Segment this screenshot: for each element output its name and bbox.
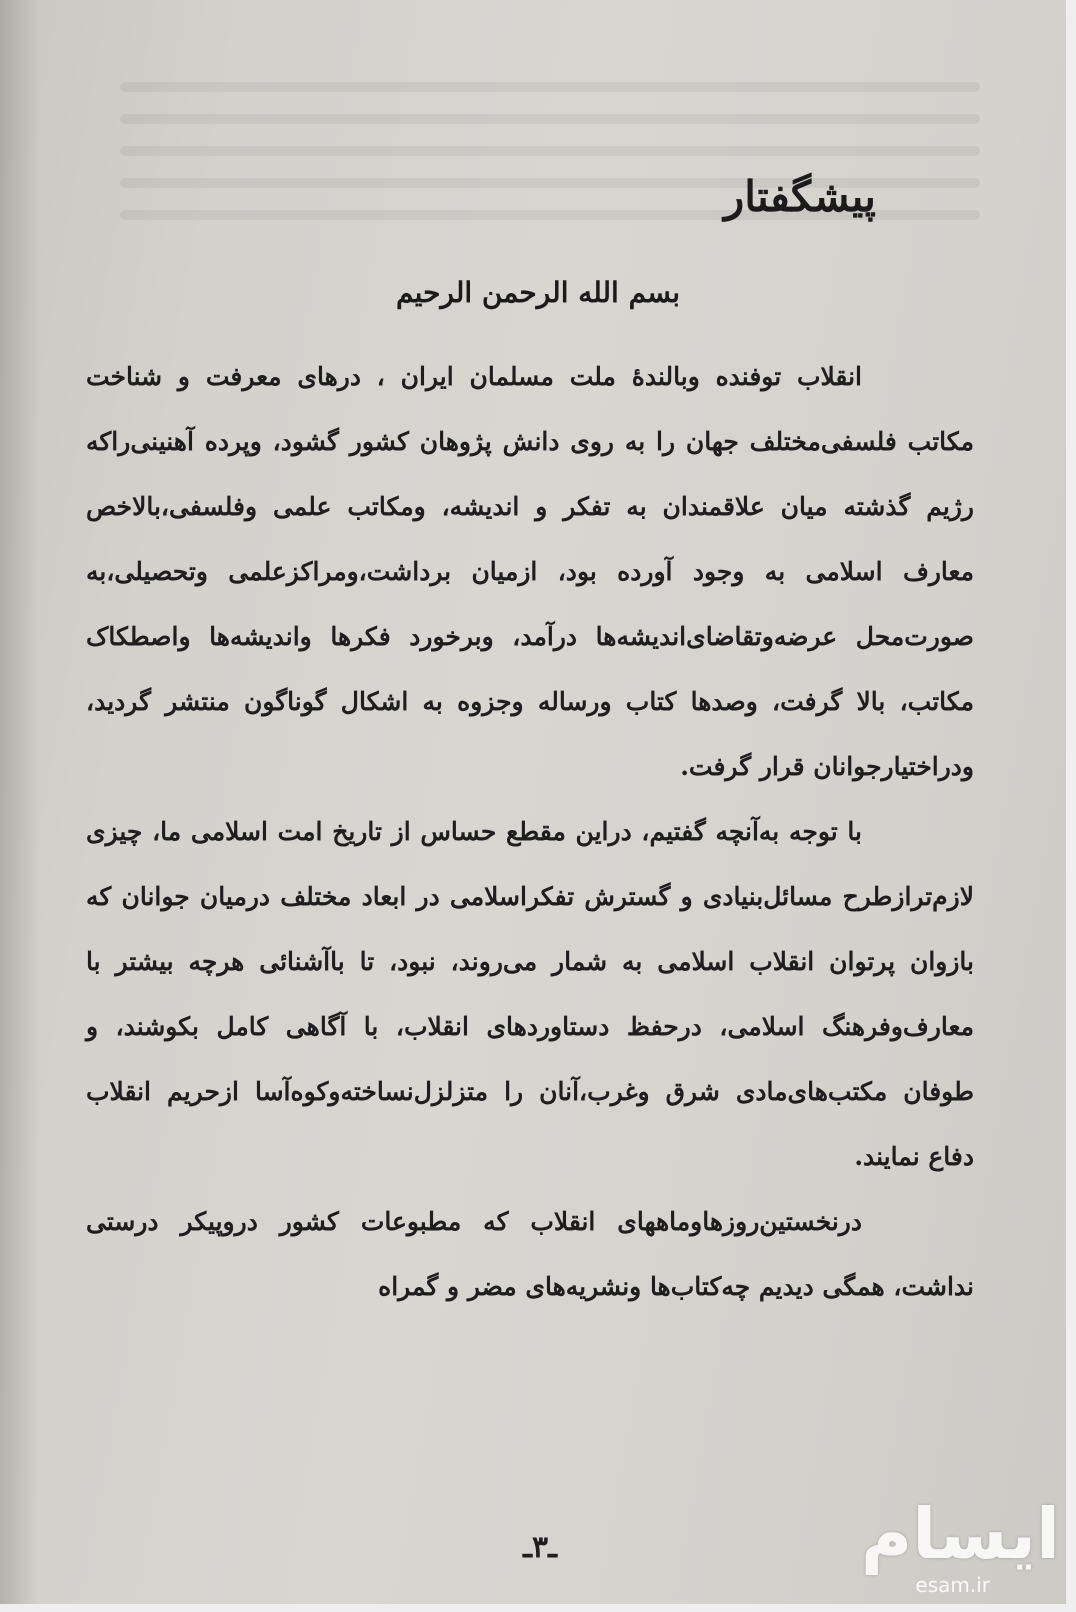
show-through-text (120, 60, 980, 280)
basmala-line: بسم الله الرحمن الرحیم (396, 276, 680, 309)
page-heading: پیشگفتار (723, 172, 876, 221)
paragraph-2: با توجه به‌آنچه گفتیم، دراین مقطع حساس از تاریخ امت اسلامی ما، چیزی لازم‌ترازطرح مسائل‌بنیادی و گسترش تفکراسلامی در ابعاد مختلف درمیان جوانان که بازوان پرتوان انقلاب اسلامی به شمار می‌روند، نبود، تا باآشنائی هرچه بیشتر با معارف‌وفرهنگ اسلامی، درحفظ دستاوردهای انقلاب، با آگاهی کامل بکوشند، و طوفان مکتب‌های‌مادی شرق وغرب،آنان را متزلزل‌نساخته‌وکوه‌آسا ازحریم انقلاب دفاع نمایند. (86, 817, 974, 1171)
scan-edge-right (1066, 0, 1076, 1612)
binding-shadow (0, 0, 40, 1612)
esam-watermark (860, 1493, 1060, 1604)
body-text (86, 344, 974, 1319)
watermark-logo: ایسام (860, 1493, 1060, 1575)
watermark-domain: esam.ir (915, 1573, 990, 1597)
scan-edge-bottom (0, 1604, 1076, 1612)
paragraph-1: انقلاب توفنده وبالندهٔ ملت مسلمان ایران ، درهای معرفت و شناخت مکاتب فلسفی‌مختلف جهان را به روی دانش پژوهان کشور گشود، وپرده آهنینی‌راکه رژیم گذشته میان علاقمندان به تفکر و اندیشه، ومکاتب علمی وفلسفی،بالاخص معارف اسلامی به وجود آورده بود، ازمیان برداشت،ومراکزعلمی وتحصیلی،به صورت‌محل عرضه‌وتقاضای‌اندیشه‌ها درآمد، وبرخورد فکرها واندیشه‌ها واصطکاک مکاتب، بالا گرفت، وصدها کتاب ورساله وجزوه به اشکال گوناگون منتشر گردید، ودراختیارجوانان قرار گرفت. (86, 362, 974, 781)
page-number: ـ۳ـ (523, 1530, 557, 1565)
paragraph-3: درنخستین‌روزهاوماههای انقلاب که مطبوعات کشور درو‌پیکر درستی نداشت، همگی دیدیم چه‌کتاب‌ها ونشریه‌های مضر و گمراه‌ (86, 1207, 974, 1301)
